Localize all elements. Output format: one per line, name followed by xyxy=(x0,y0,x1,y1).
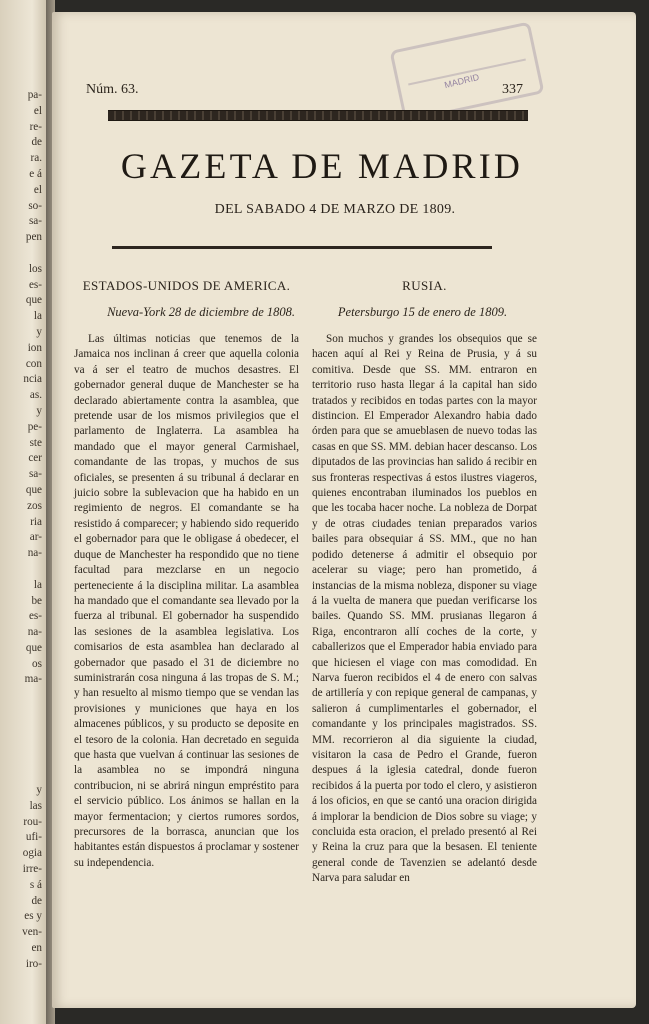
facing-page-fragment: irre- xyxy=(22,863,42,876)
facing-page-fragment: el xyxy=(33,104,42,117)
facing-page-fragment: en xyxy=(31,942,42,955)
facing-page-fragment: os xyxy=(32,657,42,670)
facing-page-fragment: e á xyxy=(29,167,42,180)
facing-page-fragment: con xyxy=(25,357,42,370)
newspaper-page xyxy=(52,12,636,1008)
facing-page-fragment: pen xyxy=(25,231,42,244)
facing-page-fragment: iro- xyxy=(25,957,42,970)
facing-page-fragment: ma- xyxy=(24,673,42,686)
article-text-usa: Las últimas noticias que tenemos de la Jamaica nos inclinan á creer que aquella colonia va á ser el teatro de muchos desastres. El gobernador general duque de Manchester se ha declarado abiertamente contra la asamblea, que pretende usar de los mismos privilegios que el parlamento de Inglaterra. La asamblea ha mandado que el mayor general Carmishael, comandante de las tropas, y muchos de sus oficiales, se presenten á su tribunal á declarar en juicio sobre la sublevacion que ha habido en un regimiento de negros. El comandante se ha resistido á comparecer; y habiendo sido requerido el gobernador para que le obligase á obedecer, el duque de Manchester ha respondido que no tiene facultad para mezclarse en un negocio perteneciente á la disciplina militar. La asamblea ha mandado que el comandante sea llevado por la fuerza al tribunal. El gobernador ha suspendido las sesiones de la asamblea legislativa. Los comisarios de esta asamblea han declarado al gobernador que pasado el 31 de diciembre no suministrarán cosa ninguna á las tropas de S. M.; y han resuelto al mismo tiempo que se vendan las provisiones y municiones que haya en los almacenes públicos, y su producto se deposite en el tesoro de la colonia. Han decretado en seguida que hasta que vuelvan á continuar las sesiones de la asamblea no se impondrá ninguna contribucion, ni se abrirá ningun empréstito para el servicio público. Los ánimos se hallan en la mayor fermentacion; y ciertos rumores sordos, precursores de la borrasca, anuncian que los habitantes están dispuestos á proclamar y sostener su independencia. xyxy=(74,333,299,869)
facing-page-fragment xyxy=(0,688,42,704)
facing-page-fragment: so- xyxy=(28,199,42,212)
facing-page-fragment: pa- xyxy=(27,89,42,101)
facing-page-fragment: y xyxy=(36,784,42,797)
facing-page-fragment: sa- xyxy=(28,468,42,481)
facing-page-fragment: na- xyxy=(27,626,42,639)
section-heading-usa: ESTADOS-UNIDOS DE AMERICA. xyxy=(82,278,291,293)
facing-page-fragment: ar- xyxy=(29,531,42,544)
facing-page-fragment: de xyxy=(31,136,42,149)
facing-page-fragment: be xyxy=(31,594,42,607)
facing-page-fragment: cer xyxy=(28,452,42,465)
facing-page-fragment: es- xyxy=(28,278,42,291)
facing-page-fragment: zos xyxy=(27,499,42,512)
facing-page-fragment: ste xyxy=(29,436,42,449)
facing-page-fragment: los xyxy=(28,262,42,275)
facing-page-fragment xyxy=(0,736,42,752)
dateline-new-york: Nueva-York 28 de diciembre de 1808. xyxy=(107,305,295,319)
dateline-petersburg: Petersburgo 15 de enero de 1809. xyxy=(337,305,508,319)
facing-page-fragment: es- xyxy=(28,610,42,623)
section-heading-russia: RUSIA. xyxy=(402,278,447,293)
facing-page-fragment: rou- xyxy=(23,815,42,828)
facing-page-fragment: la xyxy=(33,578,42,591)
column-right xyxy=(312,278,537,887)
article-text-russia: Son muchos y grandes los obsequios que se hacen aquí al Rei y Reina de Prusia, y á su comitiva. Desde que SS. MM. entraron en territorio ruso hasta llegar á la capital han sido tratados y recibidos en todas partes con la mayor distincion. El Emperador Alexandro habia dado órden para que se amueblasen de nuevo todas las casas en que SS. MM. debian hacer descanso. Los diputados de las provincias han salido á recibir en sus fronteras respectivas á estos ilustres viageros, quienes encontraban iluminados los pueblos en que les tocaba hacer noche. La nobleza de Dorpat y de otras ciudades tenian preparados varios bailes para obsequiar á SS. MM., que no han podido detenerse á admitir el obsequio por acelerar su viage; pero han prometido, á instancias de la misma nobleza, disponer su viage á la vuelta de manera que puedan verificarse los bailes. Quando SS. MM. prusianas llegaron á Riga, encontraron allí coches de la corte, y caballerizos que el Emperador habia enviado para que hiciesen el viage con mas comodidad. En Narva fueron recibidos el 4 de enero con salvas de artillería y con repique general de campanas, y salieron á cumplimentarles el gobernador, el comandante y los principales magistrados. SS. MM. recorrieron al dia siguiente la ciudad, visitaron la casa de Pedro el Grande, fueron despues á la iglesia catedral, donde fueron recibidos á la puerta por todo el clero, y asistieron á los oficios, en que se cantó una oracion dirigida á implorar la bendicion de Dios sobre su viage; y concluida esta oracion, el prelado presentó al Rei y Reina la cruz para que la besasen. El teniente general conde de Tavenzien se adelantó desde Narva para saludar en xyxy=(312,333,537,885)
facing-page-fragment: ncia xyxy=(23,373,42,386)
facing-page-fragment: ria xyxy=(30,515,42,528)
facing-page-fragment: el xyxy=(33,183,42,196)
header-rule xyxy=(108,110,528,121)
facing-page-fragment xyxy=(0,562,42,578)
facing-page-fragment: ufi- xyxy=(25,831,42,844)
facing-page-fragment: re- xyxy=(29,120,42,133)
facing-page-fragment: ion xyxy=(27,341,42,354)
facing-page-fragment: ogia xyxy=(22,847,42,860)
masthead-title: GAZETA DE MADRID xyxy=(120,146,524,186)
facing-page-fragment: sa- xyxy=(28,215,42,228)
divider-rule xyxy=(112,246,492,249)
issue-number: Núm. 63. xyxy=(86,82,139,97)
facing-page-fragment: que xyxy=(25,294,42,307)
facing-page-fragment: ven- xyxy=(22,926,42,939)
facing-page-fragment: la xyxy=(33,310,42,323)
issue-date: DEL SABADO 4 DE MARZO DE 1809. xyxy=(214,202,456,217)
facing-page-fragment: as. xyxy=(29,389,42,402)
facing-page-fragment: las xyxy=(29,799,42,812)
stamp-text: MADRID xyxy=(443,71,481,91)
facing-page-fragment: y xyxy=(36,325,42,338)
facing-page-fragment: s á xyxy=(29,878,42,891)
facing-page-fragment xyxy=(0,246,42,262)
facing-page-fragment xyxy=(0,751,42,767)
facing-page-fragment: y xyxy=(36,404,42,417)
facing-page-fragment: es y xyxy=(24,910,42,923)
page-number: 337 xyxy=(502,82,523,97)
facing-page-fragment: na- xyxy=(27,547,42,560)
facing-page-fragment xyxy=(0,704,42,720)
facing-page-fragment: que xyxy=(25,641,42,654)
facing-page-text-fragments xyxy=(0,0,46,973)
facing-page-fragment xyxy=(0,720,42,736)
facing-page-fragment: ra. xyxy=(30,152,42,165)
facing-page-fragment: que xyxy=(25,483,42,496)
facing-page-fragment: de xyxy=(31,894,42,907)
facing-page-edge xyxy=(0,0,46,1024)
facing-page-fragment: pe- xyxy=(27,420,42,433)
column-left xyxy=(74,278,299,871)
facing-page-fragment xyxy=(0,767,42,783)
